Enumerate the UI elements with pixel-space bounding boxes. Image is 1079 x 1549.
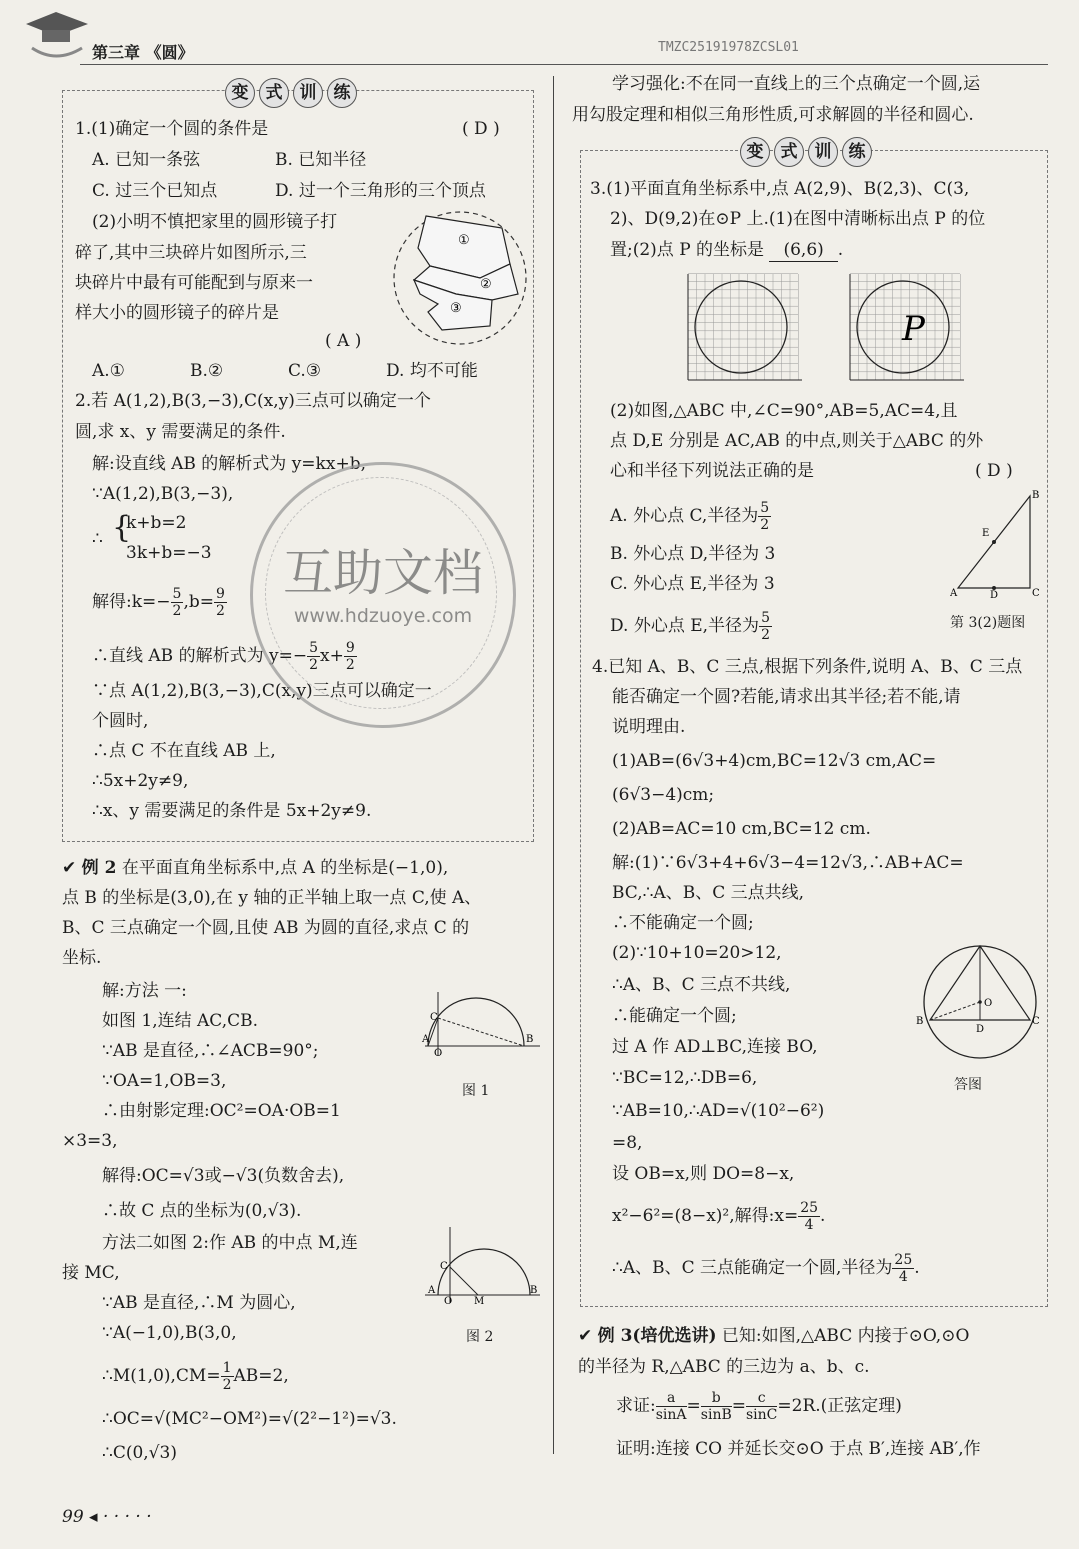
opt-text: A. 外心点 C,半径为 xyxy=(610,506,759,526)
shard-label-1: ① xyxy=(458,233,470,248)
q1-option-d: D. 过一个三角形的三个顶点 xyxy=(275,181,486,201)
q2-sol-line1: 解:设直线 AB 的解析式为 y=kx+b, xyxy=(92,454,366,474)
q4-sol-line9: ∵AB=10,∴AD=√(10²−6²) xyxy=(612,1101,825,1121)
sol-text: x²−6²=(8−x)²,解得:x= xyxy=(612,1206,799,1226)
ex3-text: 已知:如图,△ABC 内接于⊙O,⊙O xyxy=(721,1326,970,1346)
q1-part2-line4: 样大小的圆形镜子的碎片是 xyxy=(75,303,279,323)
frac-num: 5 xyxy=(172,586,182,602)
fraction xyxy=(701,1390,732,1423)
q3-line2: 2)、D(9,2)在⊙P 上.(1)在图中清晰标出点 P 的位 xyxy=(610,209,986,229)
svg-text:O: O xyxy=(434,1048,443,1059)
ex3-line1 xyxy=(578,1325,969,1347)
checkmark-icon: ✔ xyxy=(578,1326,593,1346)
page-header xyxy=(0,0,1079,70)
stamp-title: 互助文档 xyxy=(283,544,483,602)
frac-den: 2 xyxy=(172,603,182,619)
fraction xyxy=(221,1360,234,1393)
frac-den: 2 xyxy=(215,603,225,619)
grid-figure-right xyxy=(832,270,972,390)
q4-sol-line8: ∵BC=12,∴DB=6, xyxy=(612,1068,758,1088)
q4-line1: 4.已知 A、B、C 三点,根据下列条件,说明 A、B、C 三点 xyxy=(592,657,1023,677)
book-code: TMZC25191978ZCSL01 xyxy=(658,40,799,55)
fraction xyxy=(798,1200,820,1233)
ex2-line4: 坐标. xyxy=(62,948,102,968)
q3-line3: 置;(2)点 P 的坐标是 (6,6) . xyxy=(610,240,844,260)
q2-system-eq1: k+b=2 xyxy=(126,513,187,533)
q1-part2-line3: 块碎片中最有可能配到与原来一 xyxy=(75,273,313,293)
q1-part2-answer: ( A ) xyxy=(325,331,362,351)
q2-solve-line xyxy=(92,586,227,619)
q3-p2-line3: 心和半径下列说法正确的是 xyxy=(610,461,814,481)
frac-num: 5 xyxy=(309,640,318,656)
q4-line4: (1)AB=(6√3+4)cm,BC=12√3 cm,AC= xyxy=(612,751,937,771)
q1-p2-option-c: C.③ xyxy=(288,361,322,381)
ex2-m1-line8: ∴故 C 点的坐标为(0,√3). xyxy=(102,1201,302,1221)
q2-sol-line7: ∴点 C 不在直线 AB 上, xyxy=(92,741,276,761)
triangle-figure-caption: 第 3(2)题图 xyxy=(950,615,1026,631)
answer-figure-caption: 答图 xyxy=(954,1077,982,1093)
ex3-proof-line1: 证明:连接 CO 并延长交⊙O 于点 B′,连接 AB′,作 xyxy=(616,1439,981,1459)
svg-text:B: B xyxy=(916,1016,924,1027)
frac-num: b xyxy=(701,1390,732,1407)
q2-sol-line8: ∴5x+2y≠9, xyxy=(92,771,189,791)
badge-char: 变 xyxy=(225,78,255,108)
q4-sol-line11: 设 OB=x,则 DO=8−x, xyxy=(612,1164,795,1184)
svg-text:E: E xyxy=(982,528,990,539)
svg-text:B: B xyxy=(1032,490,1040,501)
q1-answer: ( D ) xyxy=(462,119,500,139)
eq-text: x+ xyxy=(320,646,344,666)
q4-sol-line3: ∴不能确定一个圆; xyxy=(612,913,754,933)
triangle-figure xyxy=(950,488,1040,600)
q4-sol-line12: x²−6²=(8−x)²,解得:x= $\frac{25}{4}$ . xyxy=(612,1200,826,1233)
svg-text:C: C xyxy=(430,1012,438,1023)
frac-den: sinC xyxy=(746,1407,778,1423)
q4-line6: (2)AB=AC=10 cm,BC=12 cm. xyxy=(612,819,871,839)
svg-text:O: O xyxy=(444,1296,453,1305)
ex2-m1-line4: ∵OA=1,OB=3, xyxy=(102,1071,227,1091)
fraction xyxy=(759,610,772,643)
frac-num: c xyxy=(746,1390,777,1407)
q2-stem-line2: 圆,求 x、y 需要满足的条件. xyxy=(75,422,286,442)
frac-den: 4 xyxy=(898,1269,908,1285)
ex2-label: 例 2 xyxy=(81,858,117,878)
q4-sol-line2: BC,∴A、B、C 三点共线, xyxy=(612,883,805,903)
frac-den: sinA xyxy=(655,1407,687,1423)
chapter-title: 第三章 《圆》 xyxy=(92,43,194,62)
ex2-m1-line6: ×3=3, xyxy=(62,1131,118,1151)
figure-1-caption: 图 1 xyxy=(462,1083,490,1099)
sol-text: ∴A、B、C 三点能确定一个圆,半径为 xyxy=(612,1258,893,1278)
opt-text: D. 外心点 E,半径为 xyxy=(610,616,760,636)
ex3-formula-text: 求证: xyxy=(616,1396,656,1416)
badge-char: 练 xyxy=(842,137,872,167)
frac-den: 4 xyxy=(804,1217,814,1233)
frac-den: 2 xyxy=(309,657,318,673)
q4-sol-line13: ∴A、B、C 三点能确定一个圆,半径为 $\frac{25}{4}$ . xyxy=(612,1252,920,1285)
q3-option-a xyxy=(610,500,771,533)
q4-line5: (6√3−4)cm; xyxy=(612,785,715,805)
graduation-cap-icon xyxy=(22,4,92,64)
column-divider xyxy=(553,76,554,1454)
frac-num: 25 xyxy=(894,1252,913,1268)
ex3-formula: 求证: $\frac{a}{\sin A}$ = $\frac{b}{\sin B}$ = $\frac{c}{\sin C}$ =2R.(正弦定理) xyxy=(616,1390,902,1423)
q4-sol-line4: (2)∵10+10=20>12, xyxy=(612,943,782,963)
frac-den: 2 xyxy=(760,517,770,533)
fraction xyxy=(171,586,184,619)
solve-text: ,b= xyxy=(183,592,214,612)
svg-text:C: C xyxy=(1032,588,1040,599)
q1-stem: 1.(1)确定一个圆的条件是 xyxy=(75,119,269,139)
q4-sol-line10: =8, xyxy=(612,1133,643,1153)
badge-char: 训 xyxy=(293,78,323,108)
q2-sol-line9: ∴x、y 需要满足的条件是 5x+2y≠9. xyxy=(92,801,372,821)
figure-2-caption: 图 2 xyxy=(466,1329,494,1345)
page-number-text: 99 xyxy=(62,1507,84,1527)
q3-p2-line2: 点 D,E 分别是 AC,AB 的中点,则关于△ABC 的外 xyxy=(610,431,984,451)
q2-sol-line2: ∵A(1,2),B(3,−3), xyxy=(92,484,234,504)
ex2-m1-line7: 解得:OC=√3或−√3(负数舍去), xyxy=(102,1166,345,1186)
stamp-url: www.hdzuoye.com xyxy=(293,605,473,627)
ex2-m2-line6: ∴OC=√(MC²−OM²)=√(2²−1²)=√3. xyxy=(102,1409,397,1429)
q1-part2-line2: 碎了,其中三块碎片如图所示,三 xyxy=(75,243,307,263)
fraction xyxy=(758,500,771,533)
ex2-text: 在平面直角坐标系中,点 A 的坐标是(−1,0), xyxy=(121,858,449,878)
q1-p2-option-b: B.② xyxy=(190,361,224,381)
ex2-method1-title: 解:方法 一: xyxy=(102,981,187,1001)
svg-text:D: D xyxy=(976,1024,985,1035)
badge-char: 练 xyxy=(327,78,357,108)
q4-sol-line5: ∴A、B、C 三点不共线, xyxy=(612,975,791,995)
svg-text:A: A xyxy=(428,1285,436,1296)
therefore-sign: ∴ xyxy=(92,529,103,549)
frac-num: a xyxy=(656,1390,687,1407)
figure-1-semicircle xyxy=(420,990,545,1060)
q3-p2-answer: ( D ) xyxy=(975,461,1013,481)
q4-line2: 能否确定一个圆?若能,请求出其半径;若不能,请 xyxy=(612,687,961,707)
badge-char: 变 xyxy=(740,137,770,167)
frac-num: 25 xyxy=(800,1200,819,1216)
practice-badge-left xyxy=(225,78,357,108)
svg-text:M: M xyxy=(474,1296,485,1305)
shard-label-3: ③ xyxy=(450,301,462,316)
q4-line3: 说明理由. xyxy=(612,717,686,737)
frac-den: 2 xyxy=(222,1377,232,1393)
badge-char: 训 xyxy=(808,137,838,167)
ex2-m1-line2: 如图 1,连结 AC,CB. xyxy=(102,1011,259,1031)
ex2-m1-line3: ∵AB 是直径,∴∠ACB=90°; xyxy=(102,1041,319,1061)
ex2-m2-line7: ∴C(0,√3) xyxy=(102,1443,177,1463)
solve-text: 解得:k=− xyxy=(92,592,171,612)
ex2-m2-line5 xyxy=(102,1360,289,1393)
svg-text:A: A xyxy=(950,588,958,599)
frac-num: 9 xyxy=(345,640,355,656)
svg-text:C: C xyxy=(1032,1016,1040,1027)
q2-sol-line6: 个圆时, xyxy=(92,711,149,731)
q3-option-b: B. 外心点 D,半径为 3 xyxy=(610,544,776,564)
frac-num: 1 xyxy=(222,1360,232,1376)
svg-text:A: A xyxy=(422,1034,430,1045)
svg-text:O: O xyxy=(984,998,993,1009)
figure-2-semicircle xyxy=(420,1225,545,1305)
ex2-m1-line5: ∴由射影定理:OC²=OA·OB=1 xyxy=(102,1101,341,1121)
q1-part2-line1: (2)小明不慎把家里的圆形镜子打 xyxy=(92,212,338,232)
fraction xyxy=(892,1252,914,1285)
frac-den: sinB xyxy=(700,1407,732,1423)
q3-answer: (6,6) xyxy=(769,239,837,262)
q3-p2-line1: (2)如图,△ABC 中,∠C=90°,AB=5,AC=4,且 xyxy=(610,401,958,421)
page-number: 99 ◂ · · · · · xyxy=(62,1507,152,1527)
ex2-m2-line1: 方法二如图 2:作 AB 的中点 M,连 xyxy=(102,1233,358,1253)
frac-num: 5 xyxy=(761,610,770,626)
q2-system-eq2: 3k+b=−3 xyxy=(126,543,212,563)
ex3-line2: 的半径为 R,△ABC 的三边为 a、b、c. xyxy=(578,1357,870,1377)
svg-text:B: B xyxy=(530,1285,538,1296)
q3-text: 置;(2)点 P 的坐标是 xyxy=(610,240,765,260)
q1-p2-option-d: D. 均不可能 xyxy=(386,361,478,381)
grid-figure-left xyxy=(670,270,810,390)
checkmark-icon: ✔ xyxy=(62,858,77,878)
svg-text:D: D xyxy=(990,590,999,600)
badge-char: 式 xyxy=(259,78,289,108)
study-tip-line1: 学习强化:不在同一直线上的三个点确定一个圆,运 xyxy=(612,74,981,94)
ex3-formula-text: =2R.(正弦定理) xyxy=(777,1396,902,1416)
svg-text:C: C xyxy=(440,1261,448,1272)
m2-text: AB=2, xyxy=(233,1366,289,1386)
mirror-shards-figure xyxy=(390,208,530,348)
ex2-m2-line2: 接 MC, xyxy=(62,1263,120,1283)
q1-option-c: C. 过三个已知点 xyxy=(92,181,218,201)
q4-sol-line7: 过 A 作 AD⊥BC,连接 BO, xyxy=(612,1037,818,1057)
q1-option-b: B. 已知半径 xyxy=(275,150,367,170)
study-tip-line2: 用勾股定理和相似三角形性质,可求解圆的半径和圆心. xyxy=(572,105,974,125)
svg-text:B: B xyxy=(526,1034,534,1045)
frac-den: 2 xyxy=(761,627,770,643)
q2-sol-line5: ∵点 A(1,2),B(3,−3),C(x,y)三点可以确定一 xyxy=(92,681,432,701)
q3-option-c: C. 外心点 E,半径为 3 xyxy=(610,574,775,594)
m2-text: ∴M(1,0),CM= xyxy=(102,1366,221,1386)
q1-p2-option-a: A.① xyxy=(92,361,125,381)
q3-line1: 3.(1)平面直角坐标系中,点 A(2,9)、B(2,3)、C(3, xyxy=(590,179,970,199)
ex2-line1 xyxy=(62,857,448,879)
q2-stem-line1: 2.若 A(1,2),B(3,−3),C(x,y)三点可以确定一个 xyxy=(75,391,431,411)
ex2-m2-line4: ∵A(−1,0),B(3,0, xyxy=(102,1323,237,1343)
ex3-label: 例 3(培优选讲) xyxy=(597,1326,717,1346)
shard-label-2: ② xyxy=(480,277,492,292)
ex2-m2-line3: ∵AB 是直径,∴M 为圆心, xyxy=(102,1293,296,1313)
q4-sol-line1: 解:(1)∵6√3+4+6√3−4=12√3,∴AB+AC= xyxy=(612,853,964,873)
frac-den: 2 xyxy=(345,657,355,673)
fraction xyxy=(214,586,227,619)
fraction xyxy=(746,1390,777,1423)
answer-figure-circle xyxy=(910,938,1050,1064)
ex2-line2: 点 B 的坐标是(3,0),在 y 轴的正半轴上取一点 C,使 A、 xyxy=(62,888,482,908)
q1-option-a: A. 已知一条弦 xyxy=(92,150,201,170)
grid-lines xyxy=(688,273,799,380)
q4-sol-line6: ∴能确定一个圆; xyxy=(612,1006,737,1026)
badge-char: 式 xyxy=(774,137,804,167)
practice-badge-right xyxy=(740,137,872,167)
eq-text: ∴直线 AB 的解析式为 y=− xyxy=(92,646,308,666)
ex2-line3: B、C 三点确定一个圆,且使 AB 为圆的直径,求点 C 的 xyxy=(62,918,470,938)
q3-option-d xyxy=(610,610,772,643)
watermark-stamp xyxy=(250,462,516,728)
frac-num: 9 xyxy=(215,586,225,602)
fraction xyxy=(656,1390,687,1423)
frac-num: 5 xyxy=(760,500,770,516)
system-brace: { xyxy=(112,510,132,545)
point-p-label: P xyxy=(902,309,925,349)
header-rule xyxy=(80,64,1048,65)
